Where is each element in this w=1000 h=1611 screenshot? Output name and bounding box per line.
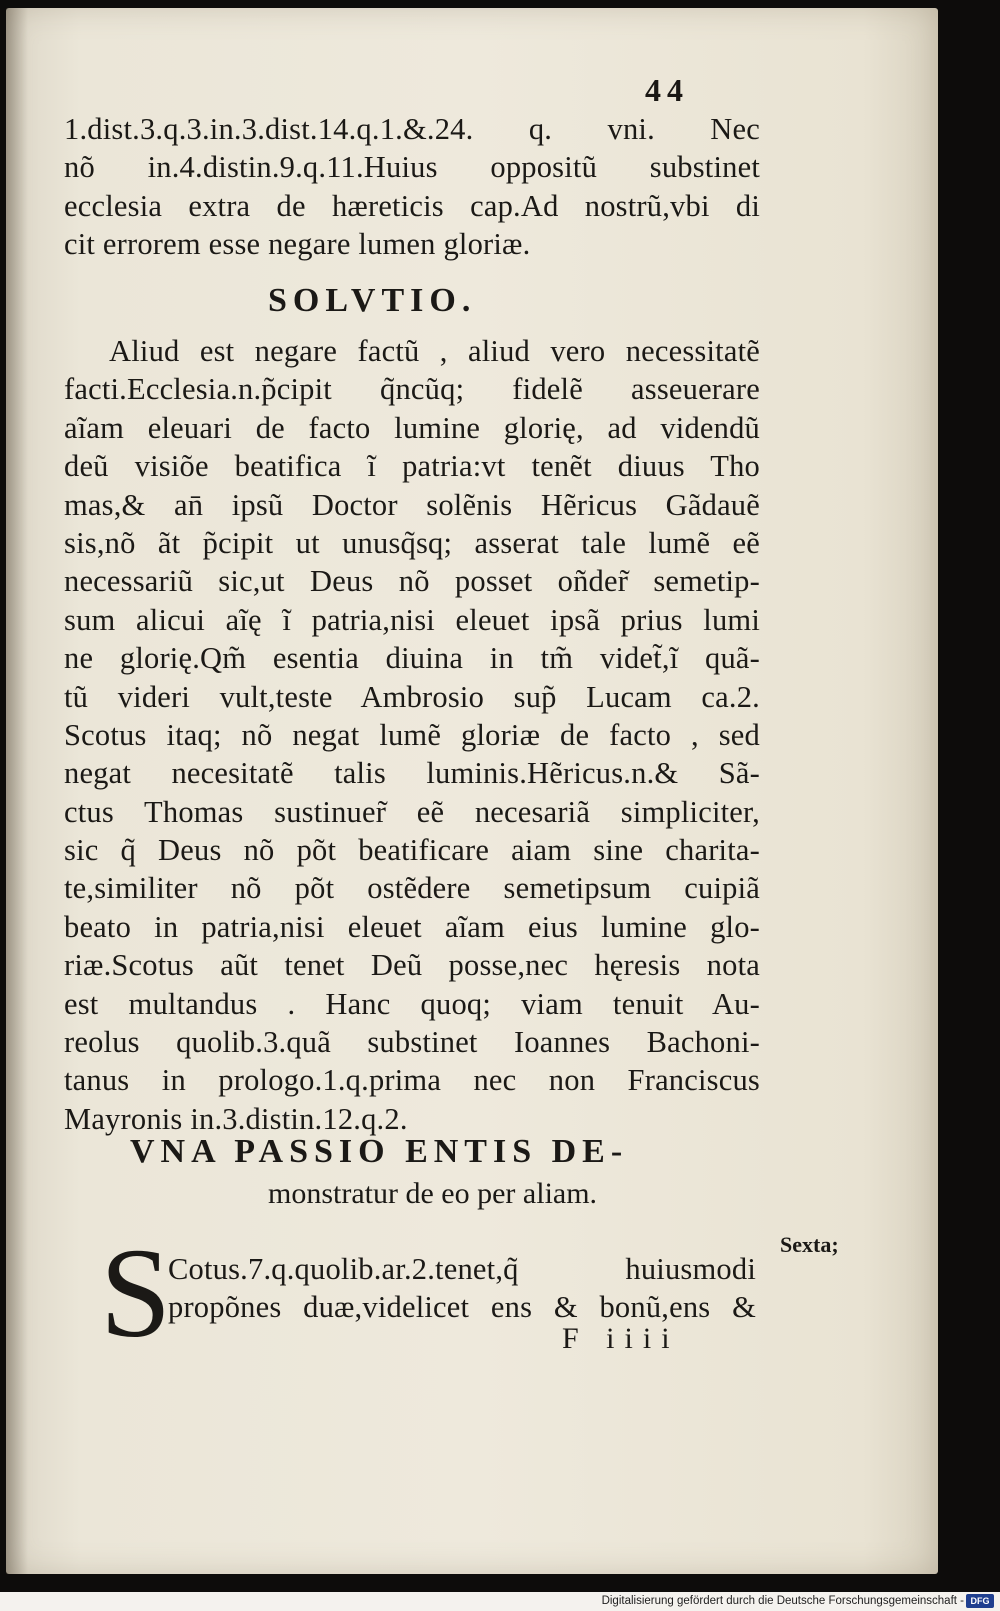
section-heading-continuation: monstratur de eo per aliam. — [268, 1177, 598, 1210]
text-line: propõnes duæ,videlicet ens & bonũ,ens & — [168, 1290, 756, 1325]
text-line: cit errorem esse negare lumen gloriæ. — [64, 227, 531, 262]
text-line: negat necesitatẽ talis luminis.Hẽricus.n.& Sã- — [64, 756, 760, 791]
section-heading: VNA PASSIO ENTIS DE- — [130, 1133, 629, 1170]
dfg-logo-icon[interactable]: DFG — [966, 1594, 994, 1608]
spine-shadow — [6, 8, 28, 1574]
solutio-paragraph — [64, 332, 760, 1138]
text-line: est multandus . Hanc quoq; viam tenuit Au- — [64, 986, 760, 1021]
text-line: reolus quolib.3.quã substinet Ioannes Bachoni- — [64, 1025, 760, 1060]
text-line: Mayronis in.3.distin.12.q.2. — [64, 1101, 408, 1136]
text-line: riæ.Scotus aũt tenet Deũ posse,nec hęresis nota — [64, 948, 760, 983]
opening-paragraph — [64, 110, 760, 264]
text-line: sum alicui aĩę ĩ patria,nisi eleuet ipsã prius lumi — [64, 602, 760, 637]
text-line: Cotus.7.q.quolib.ar.2.tenet,q̃ huiusmodi — [168, 1252, 756, 1286]
text-line: tũ videri vult,teste Ambrosio sup̃ Lucam ca.2. — [64, 679, 760, 714]
final-paragraph — [168, 1250, 756, 1327]
text-line: mas,& an̄ ipsũ Doctor solẽnis Hẽricus Gãdauẽ — [64, 487, 760, 522]
text-line: ctus Thomas sustinuer̃ eẽ necesariã simpliciter, — [64, 794, 760, 829]
text-line: tanus in prologo.1.q.prima nec non Franciscus — [64, 1063, 760, 1098]
text-line: ecclesia extra de hæreticis cap.Ad nostrũ,vbi di — [64, 188, 760, 223]
text-line: beato in patria,nisi eleuet aĩam eius lumine glo- — [64, 909, 760, 944]
text-line: nõ in.4.distin.9.q.11.Huius oppositũ substinet — [64, 150, 760, 185]
drop-cap-initial: S — [100, 1222, 172, 1364]
text-line: aĩam eleuari de facto lumine glorię, ad videndũ — [64, 410, 760, 445]
signature-mark: F iiii — [562, 1322, 680, 1355]
text-line: necessariũ sic,ut Deus nõ posset oñder̃ semetip- — [64, 564, 760, 599]
page-number: 44 — [645, 72, 689, 108]
footer-credit: Digitalisierung gefördert durch die Deutsche Forschungsgemeinschaft - — [601, 1595, 964, 1607]
text-line: Aliud est negare factũ , aliud vero necessitatẽ — [109, 334, 760, 368]
text-line: 1.dist.3.q.3.in.3.dist.14.q.1.&.24. q. vni. Nec — [64, 112, 760, 146]
text-line: sis,nõ ãt p̃cipit ut unusq̃sq; asserat tale lumẽ eẽ — [64, 525, 760, 560]
text-line: sic q̃ Deus nõ põt beatificare aiam sine charita- — [64, 833, 760, 868]
footer-bar — [0, 1592, 1000, 1611]
text-line: ne glorię.Qm̃ esentia diuina in tm̃ videt̃,ĩ quã- — [64, 641, 760, 676]
margin-note: Sexta; — [780, 1232, 839, 1257]
text-line: facti.Ecclesia.n.p̃cipit q̃ncũq; fidelẽ asseuerare — [64, 372, 760, 407]
text-line: deũ visiõe beatifica ĩ patria:vt tenẽt diuus Tho — [64, 449, 760, 484]
text-line: te,similiter nõ põt ostẽdere semetipsum cuipiã — [64, 871, 760, 906]
solutio-heading: SOLVTIO. — [268, 282, 477, 319]
text-line: Scotus itaq; nõ negat lumẽ gloriæ de facto , sed — [64, 717, 760, 752]
